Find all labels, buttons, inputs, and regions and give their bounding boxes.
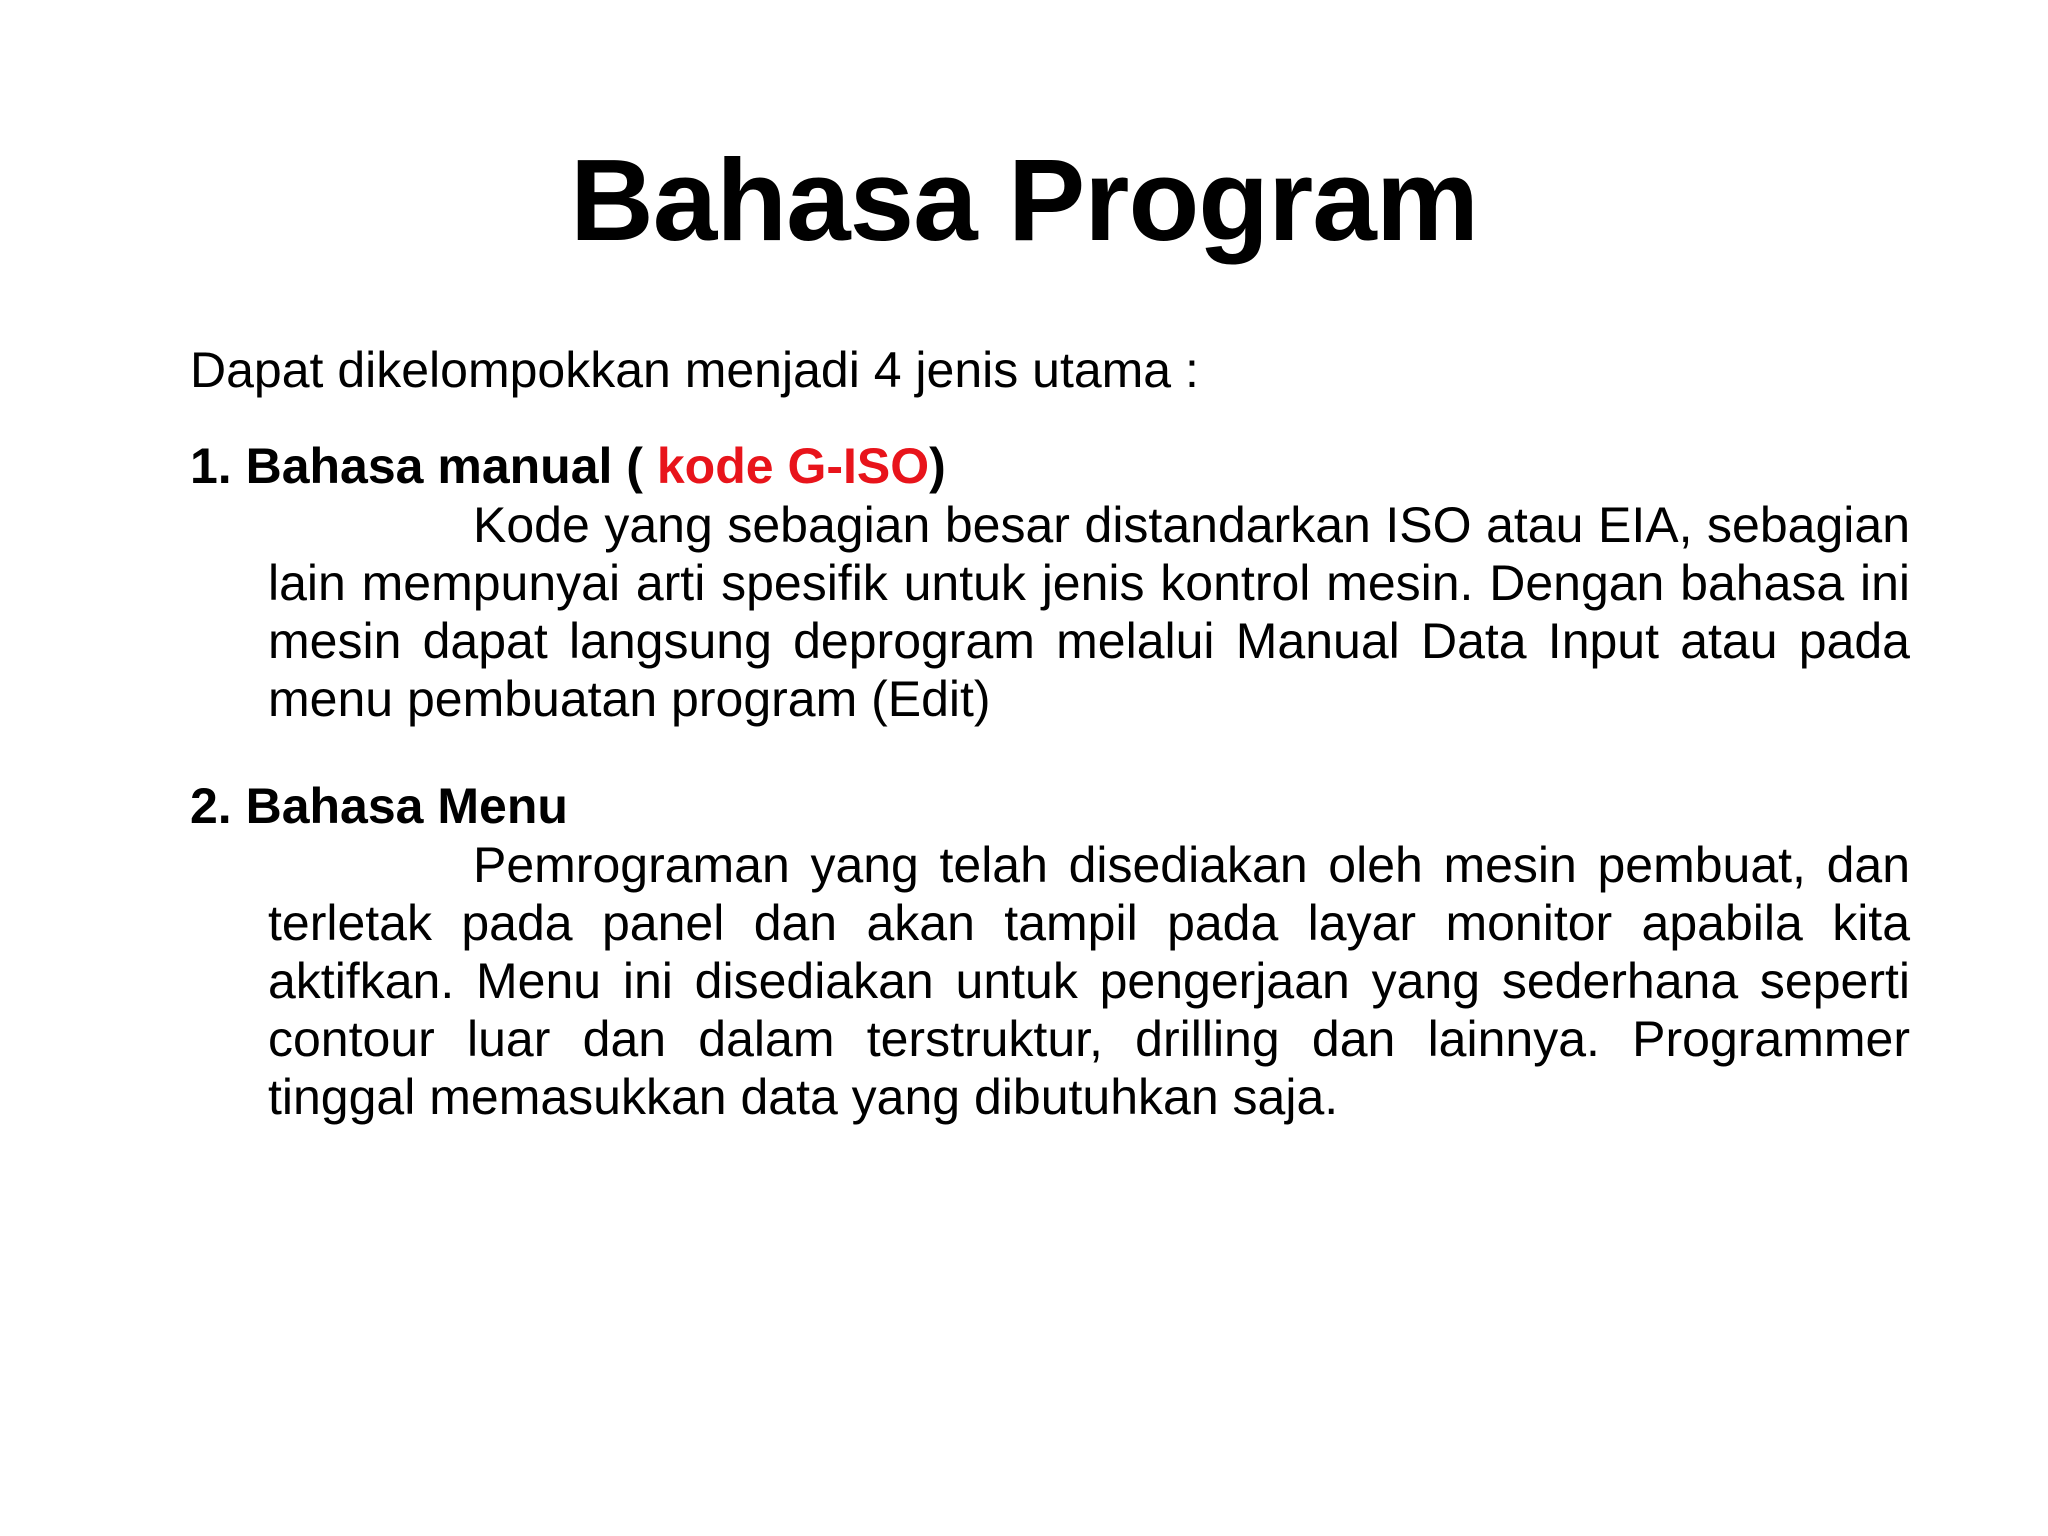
section-heading-manual bbox=[190, 436, 1910, 496]
intro-text: Dapat dikelompokkan menjadi 4 jenis utama : bbox=[190, 342, 1199, 398]
heading-highlight-kode-g-iso: kode G-ISO bbox=[656, 438, 930, 494]
section-bahasa-menu bbox=[190, 776, 1910, 1126]
section-body-menu: Pemrograman yang telah disediakan oleh mesin pembuat, dan terletak pada panel dan akan tampil pada layar monitor apabila kita aktifkan. Menu ini disediakan untuk pengerjaan yang sederhana seperti contour luar dan dalam terstruktur, drilling dan lainnya. Programmer tinggal memasukkan data yang dibutuhkan saja. bbox=[268, 837, 1910, 1125]
section-bahasa-manual bbox=[190, 436, 1910, 728]
section-heading-menu: 2. Bahasa Menu bbox=[190, 778, 568, 834]
heading-suffix: ) bbox=[929, 438, 946, 494]
slide-title: Bahasa Program bbox=[570, 135, 1478, 265]
heading-prefix: 1. Bahasa manual ( bbox=[190, 438, 657, 494]
slide-content bbox=[190, 340, 1910, 1174]
section-body-manual: Kode yang sebagian besar distandarkan ISO atau EIA, sebagian lain mempunyai arti spesifik untuk jenis kontrol mesin. Dengan bahasa ini mesin dapat langsung deprogram melalui Manual Data Input atau pada menu pembuatan program (Edit) bbox=[268, 497, 1910, 727]
